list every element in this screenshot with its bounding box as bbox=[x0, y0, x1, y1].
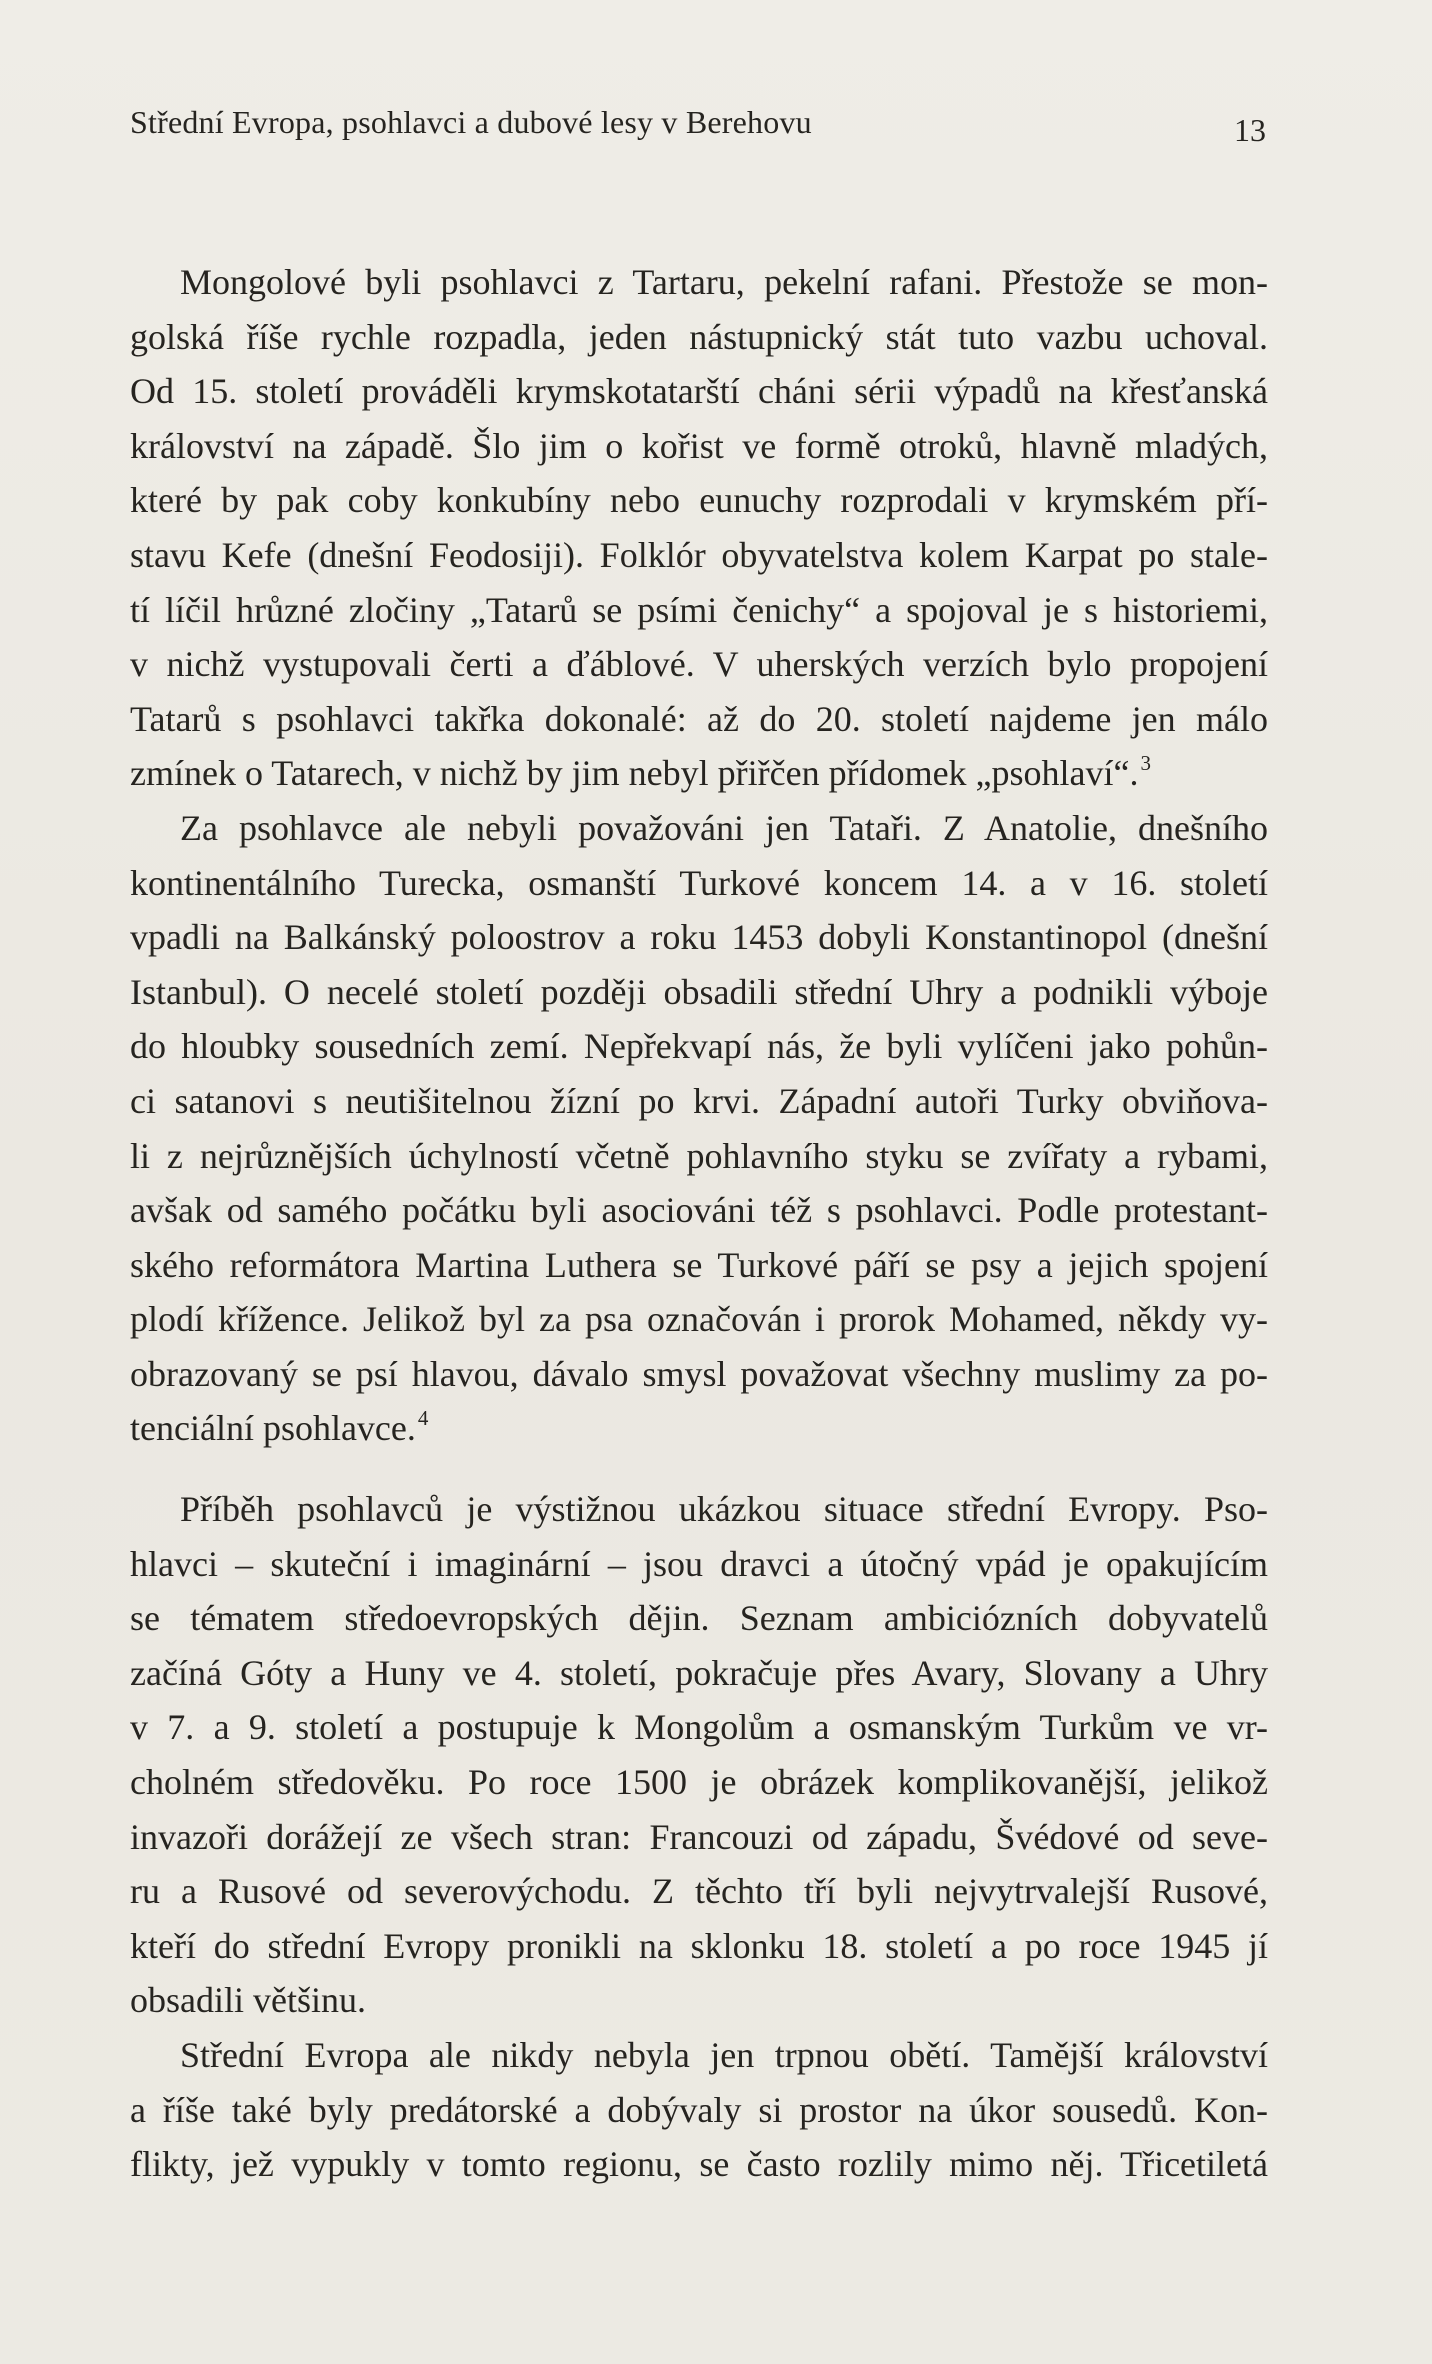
text-line-content: v 7. a 9. století a postupuje k Mongolům a osmanským Turkům ve vr- bbox=[130, 1707, 1268, 1748]
footnote-marker: 4 bbox=[417, 1406, 429, 1431]
text-line bbox=[130, 2028, 1268, 2083]
text-line bbox=[130, 910, 1268, 965]
text-line-content: Od 15. století prováděli krymskotatarští cháni sérii výpadů na křesťanská bbox=[130, 371, 1268, 412]
text-line-content: v nichž vystupovali čerti a ďáblové. V uherských verzích bylo propojení bbox=[130, 644, 1268, 685]
text-line-content: Mongolové byli psohlavci z Tartaru, pekelní rafani. Přestože se mon- bbox=[180, 262, 1268, 302]
text-line bbox=[130, 1810, 1268, 1865]
text-line bbox=[130, 255, 1268, 310]
text-line bbox=[130, 583, 1268, 638]
text-line-content: invazoři dorážejí ze všech stran: Francouzi od západu, Švédové od seve- bbox=[130, 1816, 1268, 1857]
paragraph-gap bbox=[130, 1456, 1268, 1482]
text-line-content: Příběh psohlavců je výstižnou ukázkou situace střední Evropy. Pso- bbox=[180, 1489, 1268, 1530]
text-line bbox=[130, 419, 1268, 474]
text-line bbox=[130, 746, 1268, 801]
footnote-marker: 3 bbox=[1140, 751, 1151, 776]
text-line bbox=[130, 1129, 1268, 1184]
text-line-content: obrazovaný se psí hlavou, dávalo smysl považovat všechny muslimy za po- bbox=[130, 1353, 1268, 1394]
text-line-content: království na západě. Šlo jim o kořist ve formě otroků, hlavně mladých, bbox=[130, 425, 1268, 466]
text-line bbox=[130, 1074, 1268, 1129]
text-line-content: li z nejrůznějších úchylností včetně pohlavního styku se zvířaty a rybami, bbox=[130, 1135, 1268, 1176]
text-line bbox=[130, 1347, 1268, 1402]
text-line bbox=[130, 2083, 1268, 2138]
paragraph bbox=[130, 1482, 1268, 2028]
paragraph bbox=[130, 2028, 1268, 2192]
text-line-content: hlavci – skuteční i imaginární – jsou dravci a útočný vpád je opakujícím bbox=[130, 1543, 1268, 1584]
text-line bbox=[130, 692, 1268, 747]
text-line-content: flikty, jež vypukly v tomto regionu, se často rozlily mimo něj. Třicetiletá bbox=[130, 2144, 1268, 2185]
text-line bbox=[130, 473, 1268, 528]
text-line-content: vpadli na Balkánský poloostrov a roku 1453 dobyli Konstantinopol (dnešní bbox=[130, 917, 1268, 958]
text-line bbox=[130, 1482, 1268, 1537]
text-line bbox=[130, 1973, 1268, 2028]
text-line-content: golská říše rychle rozpadla, jeden nástupnický stát tuto vazbu uchoval. bbox=[130, 316, 1268, 357]
text-line bbox=[130, 1537, 1268, 1592]
text-line-content: a říše také byly predátorské a dobývaly si prostor na úkor sousedů. Kon- bbox=[130, 2089, 1268, 2130]
text-line bbox=[130, 1700, 1268, 1755]
text-line-content: ru a Rusové od severovýchodu. Z těchto tří byli nejvytrvalejší Rusové, bbox=[130, 1871, 1268, 1912]
text-line-content: zmínek o Tatarech, v nichž by jim nebyl přiřčen přídomek „psohlaví“. bbox=[130, 753, 1139, 794]
page-number: 13 bbox=[1234, 112, 1266, 148]
text-line bbox=[130, 2137, 1268, 2192]
text-line bbox=[130, 965, 1268, 1020]
text-line bbox=[130, 1401, 1268, 1456]
text-line bbox=[130, 1019, 1268, 1074]
text-line bbox=[130, 1755, 1268, 1810]
text-line bbox=[130, 1292, 1268, 1347]
text-line-content: stavu Kefe (dnešní Feodosiji). Folklór obyvatelstva kolem Karpat po stale- bbox=[130, 534, 1268, 575]
text-line-content: Istanbul). O necelé století později obsadili střední Uhry a podnikli výboje bbox=[130, 971, 1268, 1012]
text-line bbox=[130, 856, 1268, 911]
text-line bbox=[130, 801, 1268, 856]
text-line bbox=[130, 1919, 1268, 1974]
text-line bbox=[130, 1591, 1268, 1646]
text-line bbox=[130, 310, 1268, 365]
paragraph bbox=[130, 801, 1268, 1456]
text-line-content: se tématem středoevropských dějin. Seznam ambiciózních dobyvatelů bbox=[130, 1598, 1268, 1639]
text-line-content: ci satanovi s neutišitelnou žízní po krvi. Západní autoři Turky obviňova- bbox=[130, 1080, 1268, 1121]
text-line-content: Střední Evropa ale nikdy nebyla jen trpnou obětí. Tamější království bbox=[180, 2035, 1268, 2075]
text-line-content: které by pak coby konkubíny nebo eunuchy rozprodali v krymském pří- bbox=[130, 480, 1268, 521]
text-line bbox=[130, 1864, 1268, 1919]
text-line bbox=[130, 364, 1268, 419]
running-head: Střední Evropa, psohlavci a dubové lesy v Berehovu bbox=[130, 104, 812, 140]
text-line-content: do hloubky sousedních zemí. Nepřekvapí nás, že byli vylíčeni jako pohůn- bbox=[130, 1026, 1268, 1067]
text-line-content: ského reformátora Martina Luthera se Turkové páří se psy a jejich spojení bbox=[130, 1244, 1268, 1285]
body-text bbox=[130, 255, 1268, 2192]
text-line-content: kontinentálního Turecka, osmanští Turkové koncem 14. a v 16. století bbox=[130, 862, 1268, 903]
text-line bbox=[130, 1646, 1268, 1701]
text-line bbox=[130, 1183, 1268, 1238]
text-line-content: avšak od samého počátku byli asociováni též s psohlavci. Podle protestant- bbox=[130, 1190, 1268, 1231]
text-line-content: tí líčil hrůzné zločiny „Tatarů se psími čenichy“ a spojoval je s historiemi, bbox=[130, 589, 1268, 630]
text-line-content: plodí křížence. Jelikož byl za psa označován i prorok Mohamed, někdy vy- bbox=[130, 1299, 1268, 1340]
text-line bbox=[130, 637, 1268, 692]
text-line bbox=[130, 528, 1268, 583]
text-line-content: Za psohlavce ale nebyli považováni jen Tataři. Z Anatolie, dnešního bbox=[180, 807, 1268, 848]
text-line-content: kteří do střední Evropy pronikli na sklonku 18. století a po roce 1945 jí bbox=[130, 1925, 1268, 1966]
text-line-content: začíná Góty a Huny ve 4. století, pokračuje přes Avary, Slovany a Uhry bbox=[130, 1652, 1268, 1693]
text-line bbox=[130, 1238, 1268, 1293]
text-line-content: cholném středověku. Po roce 1500 je obrázek komplikovanější, jelikož bbox=[130, 1762, 1268, 1803]
text-line-content: tenciální psohlavce. bbox=[130, 1408, 416, 1449]
paragraph bbox=[130, 255, 1268, 801]
text-line-content: Tatarů s psohlavci takřka dokonalé: až do 20. století najdeme jen málo bbox=[130, 698, 1268, 739]
text-line-content: obsadili většinu. bbox=[130, 1980, 366, 2021]
